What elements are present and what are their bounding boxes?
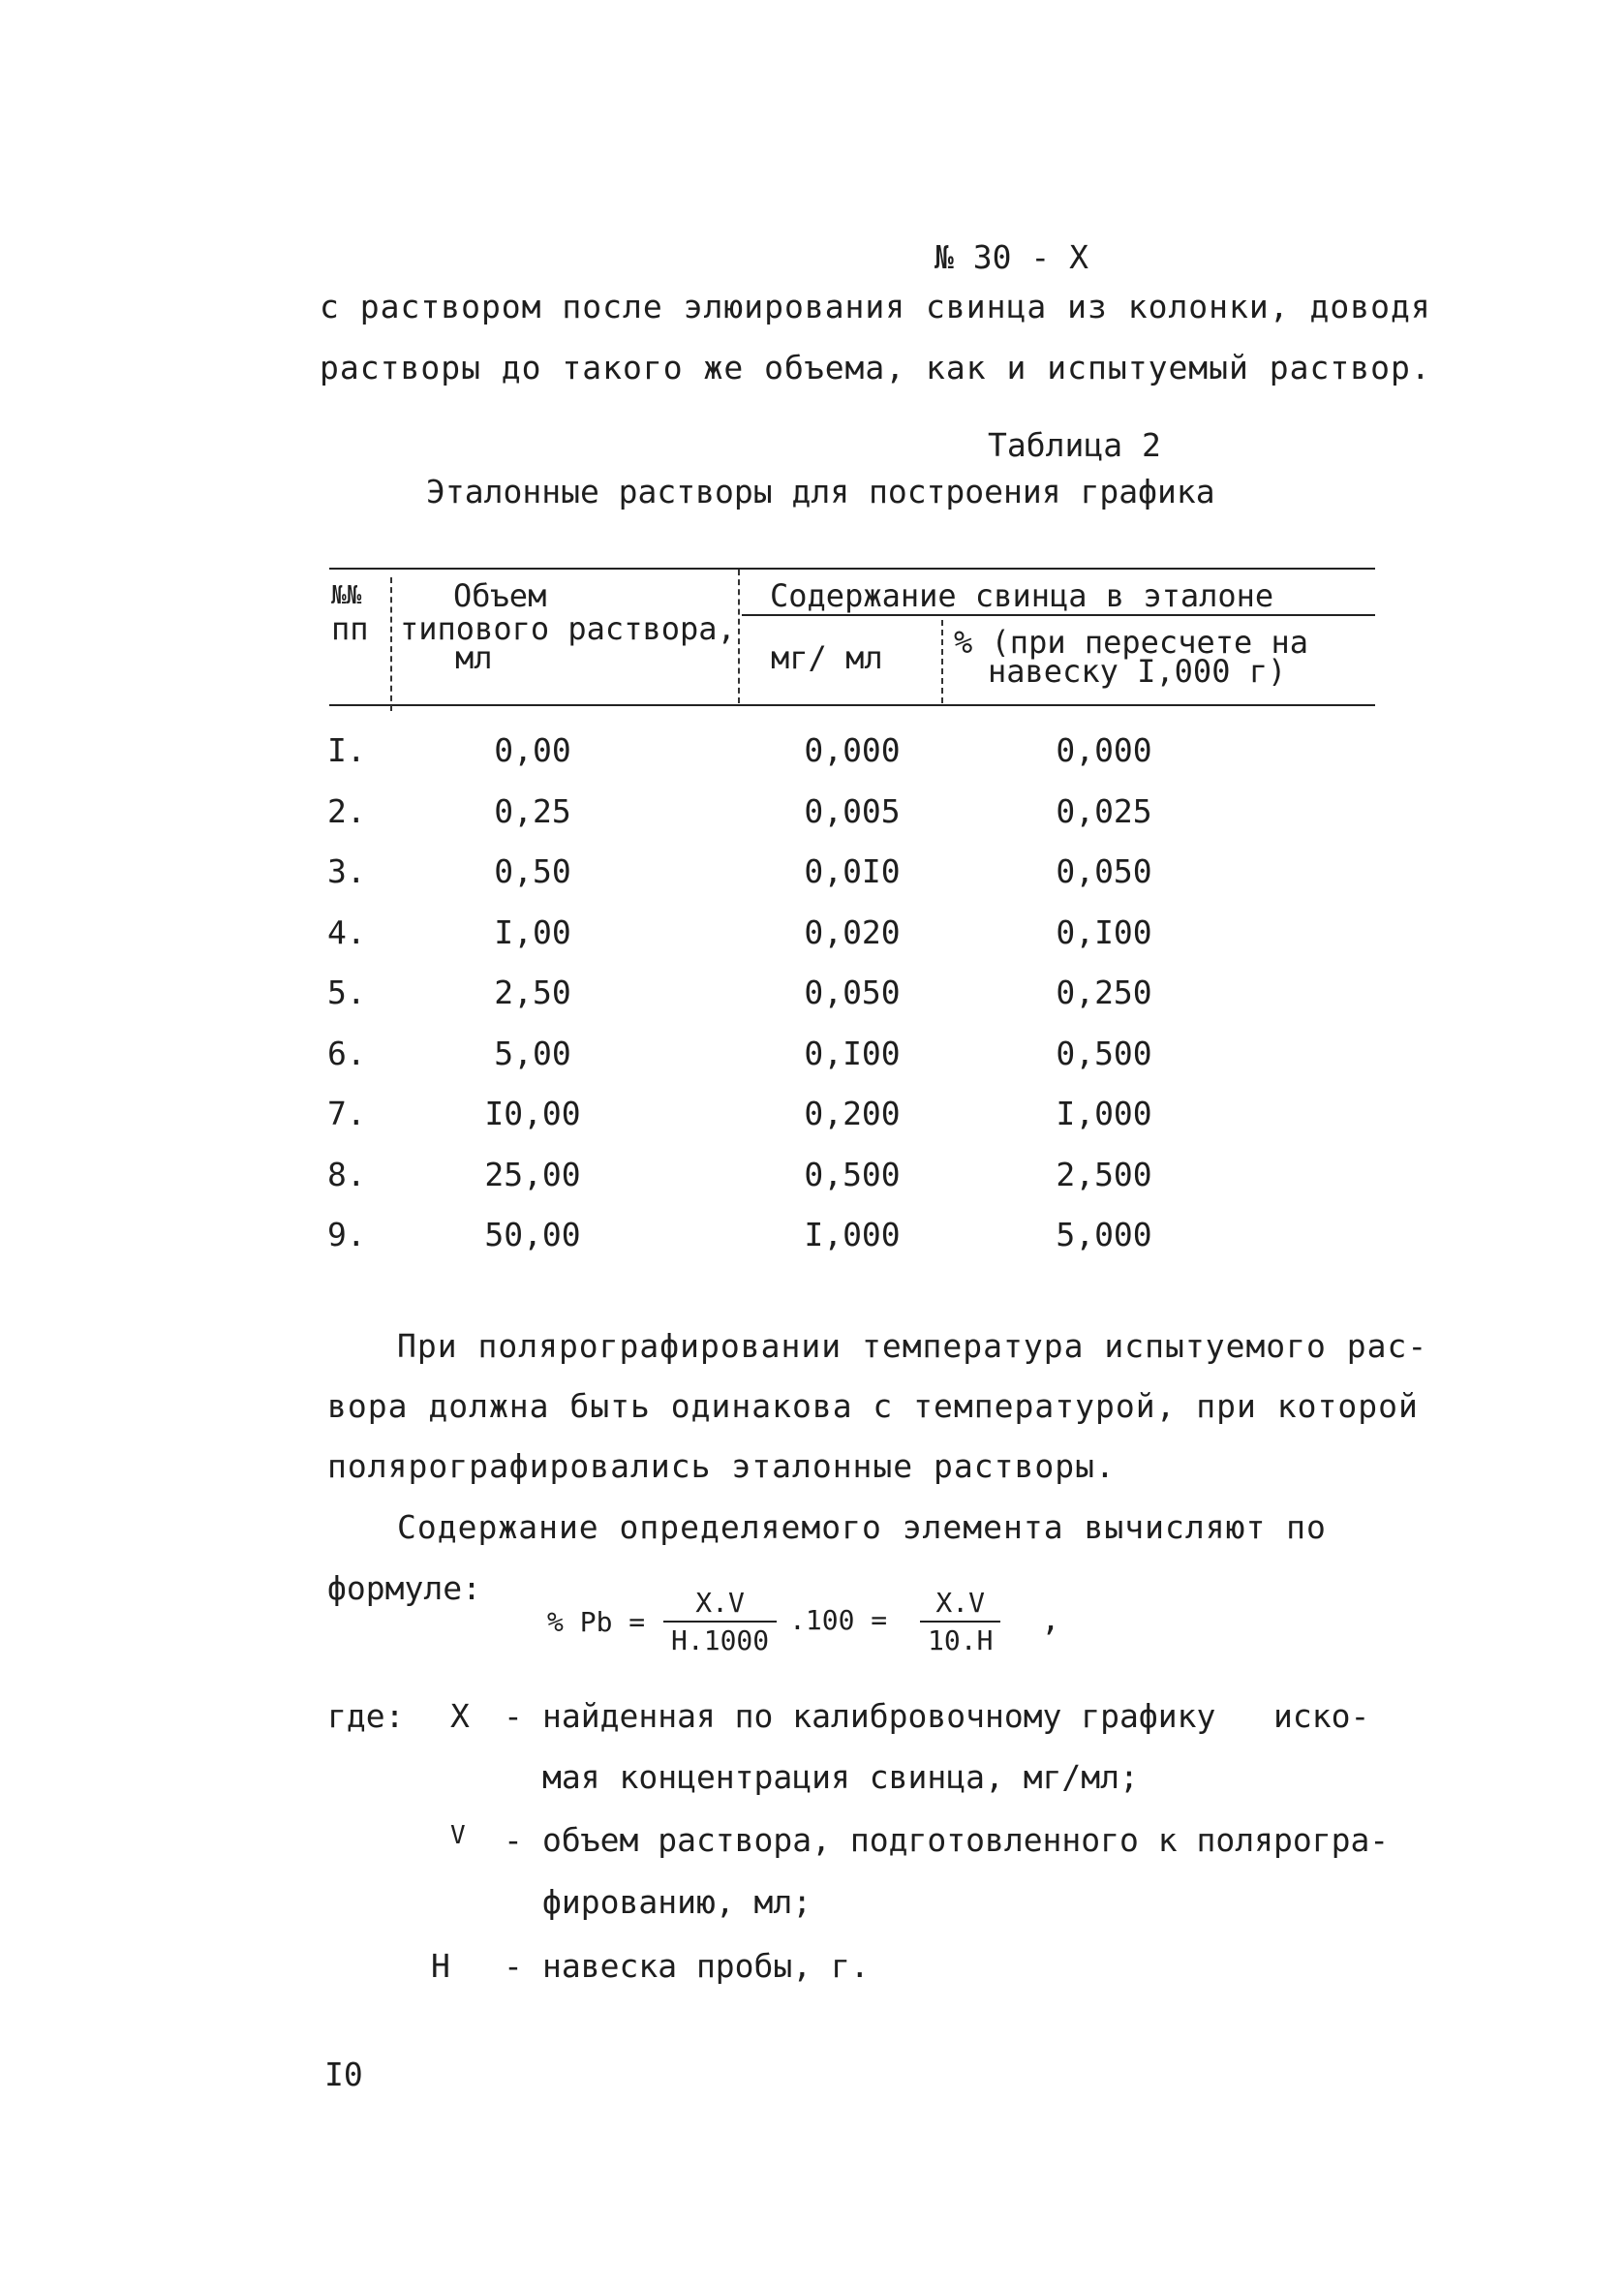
def-h-line-1: навеска пробы, г. xyxy=(542,1947,870,1985)
header-num-1: №№ xyxy=(331,581,362,610)
row-number: 4. xyxy=(327,912,366,951)
row-volume: 0,25 xyxy=(494,791,571,830)
header-num-2: пп xyxy=(331,610,369,647)
row-percent: I,000 xyxy=(1056,1095,1152,1132)
row-volume: 0,50 xyxy=(494,852,571,890)
para1-line-3: полярографировались эталонные растворы. xyxy=(327,1447,1116,1485)
def-x-line-2: мая концентрация свинца, мг/мл; xyxy=(542,1758,1139,1796)
table-caption: Эталонные растворы для построения графика xyxy=(426,473,1215,510)
row-mg-ml: 0,200 xyxy=(804,1095,901,1132)
formula-lhs: % Pb = xyxy=(547,1606,646,1638)
group-underline xyxy=(742,614,1375,616)
para2-line-1: Содержание определяемого элемента вычисляют по xyxy=(397,1508,1327,1546)
row-mg-ml: 0,050 xyxy=(804,974,901,1011)
para1-line-2: вора должна быть одинакова с температурой, при которой xyxy=(327,1387,1419,1425)
header-mg-ml: мг/ мл xyxy=(771,639,883,676)
header-content-group: Содержание свинца в эталоне xyxy=(770,577,1274,614)
fraction-2-denominator: 10.H xyxy=(928,1624,994,1656)
row-mg-ml: 0,0I0 xyxy=(804,852,901,890)
row-number: 9. xyxy=(327,1216,366,1253)
formula-fraction-2 xyxy=(920,1587,1000,1656)
row-volume: 2,50 xyxy=(494,974,571,1011)
header-pct-2: навеску I,000 г) xyxy=(988,653,1287,690)
row-number: 7. xyxy=(327,1095,366,1132)
doc-number: № 30 - Х xyxy=(935,238,1088,276)
def-v-dash: - xyxy=(504,1821,523,1859)
row-number: 8. xyxy=(327,1155,366,1193)
header-pct-1: % (при пересчете на xyxy=(954,624,1309,661)
row-percent: 2,500 xyxy=(1056,1155,1152,1193)
formula-tail: , xyxy=(1041,1600,1060,1638)
def-v-symbol: V xyxy=(450,1821,466,1850)
para1-line-1: При полярографировании температура испытуемого рас- xyxy=(397,1327,1428,1365)
def-x-symbol: Х xyxy=(450,1697,470,1735)
table-top-rule xyxy=(329,568,1375,570)
where-label: где: xyxy=(327,1697,405,1735)
row-mg-ml: I,000 xyxy=(804,1216,901,1253)
def-x-dash: - xyxy=(504,1697,523,1735)
row-percent: 5,000 xyxy=(1056,1216,1152,1253)
row-percent: 0,I00 xyxy=(1056,912,1152,951)
row-mg-ml: 0,005 xyxy=(804,791,901,830)
row-percent: 0,250 xyxy=(1056,974,1152,1011)
row-volume: I0,00 xyxy=(484,1095,581,1132)
row-volume: 0,00 xyxy=(494,731,571,769)
row-mg-ml: 0,I00 xyxy=(804,1034,901,1072)
def-h-symbol: Н xyxy=(431,1947,450,1985)
divider-1 xyxy=(390,577,392,711)
fraction-1-denominator: H.1000 xyxy=(671,1624,770,1656)
formula-multiplier: .100 = xyxy=(789,1604,888,1636)
def-x-line-1: найденная по калибровочному графику иско- xyxy=(542,1697,1370,1735)
row-percent: 0,000 xyxy=(1056,731,1152,769)
divider-2 xyxy=(738,570,740,703)
intro-line-1: с раствором после элюирования свинца из колонки, доводя xyxy=(320,288,1431,325)
row-number: 6. xyxy=(327,1034,366,1072)
row-percent: 0,500 xyxy=(1056,1034,1152,1072)
row-number: 2. xyxy=(327,791,366,830)
header-bottom-rule xyxy=(329,704,1375,706)
fraction-2-numerator: X.V xyxy=(920,1587,1000,1623)
row-number: 5. xyxy=(327,974,366,1011)
row-volume: 50,00 xyxy=(484,1216,581,1253)
formula-lead: формуле: xyxy=(327,1569,481,1607)
row-volume: 5,00 xyxy=(494,1034,571,1072)
header-volume-1: Объем xyxy=(453,577,547,614)
def-v-line-1: объем раствора, подготовленного к полярогра- xyxy=(542,1821,1390,1859)
header-volume-3: мл xyxy=(455,639,493,676)
divider-3 xyxy=(941,620,943,703)
formula-fraction-1 xyxy=(663,1587,777,1656)
row-volume: 25,00 xyxy=(484,1155,581,1193)
intro-line-2: растворы до такого же объема, как и испытуемый раствор. xyxy=(320,349,1431,386)
row-number: I. xyxy=(327,731,366,769)
def-v-line-2: фированию, мл; xyxy=(542,1883,812,1921)
table-label: Таблица 2 xyxy=(988,426,1161,464)
row-number: 3. xyxy=(327,852,366,890)
row-volume: I,00 xyxy=(494,912,571,951)
row-mg-ml: 0,020 xyxy=(804,912,901,951)
def-h-dash: - xyxy=(504,1947,523,1985)
row-mg-ml: 0,500 xyxy=(804,1155,901,1193)
page-number: I0 xyxy=(324,2056,363,2093)
header-volume-2: типового раствора, xyxy=(400,610,736,647)
row-mg-ml: 0,000 xyxy=(804,731,901,769)
fraction-1-numerator: X.V xyxy=(663,1587,777,1623)
row-percent: 0,050 xyxy=(1056,852,1152,890)
row-percent: 0,025 xyxy=(1056,791,1152,830)
